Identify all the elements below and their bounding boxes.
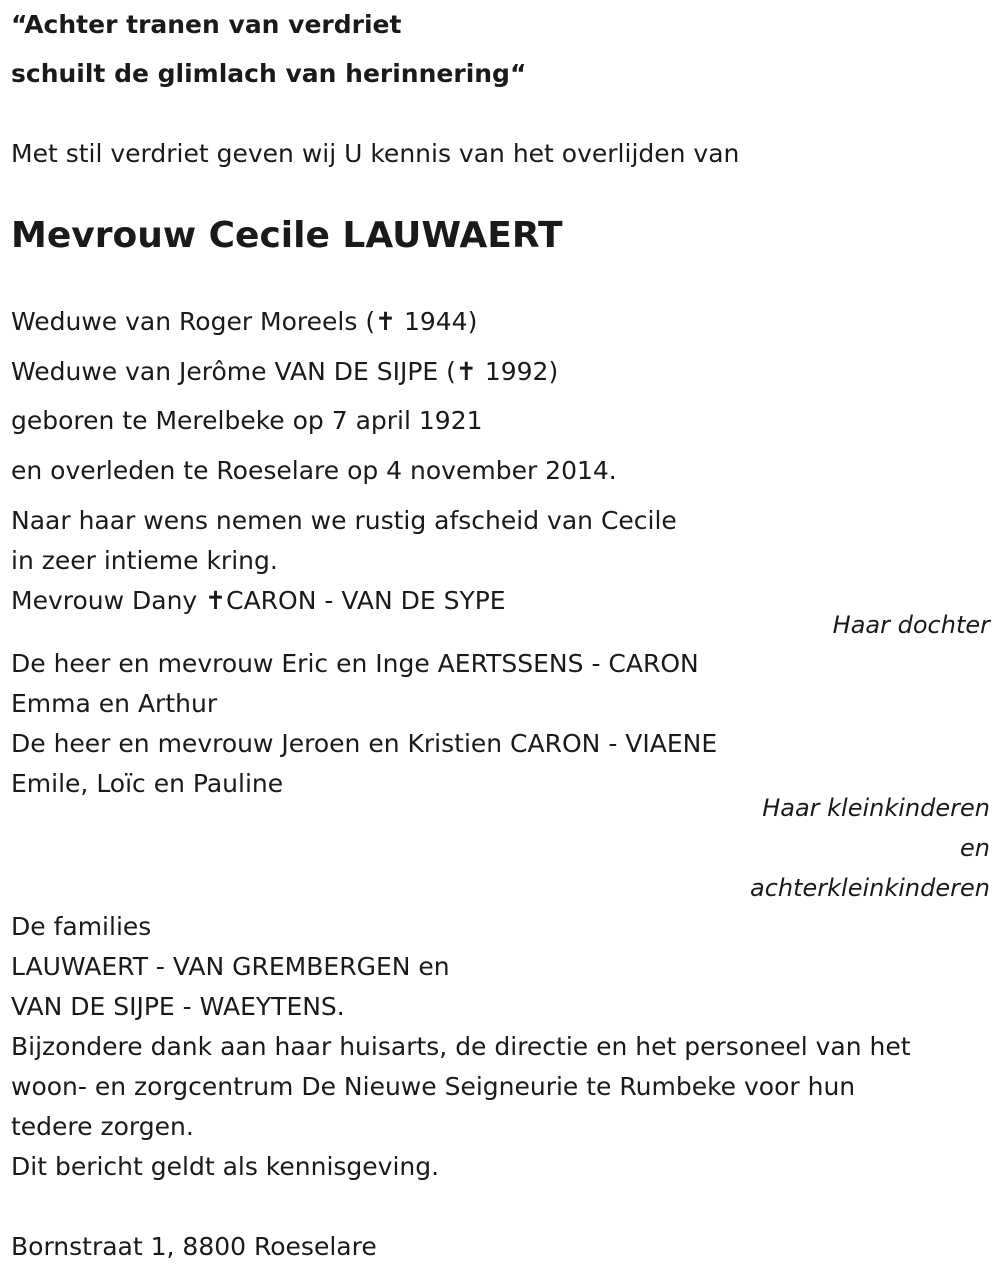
thanks-line-1: Bijzondere dank aan haar huisarts, de directie en het personeel van het bbox=[11, 1032, 911, 1061]
grandchildren-role-1: Haar kleinkinderen bbox=[762, 794, 990, 822]
birth-line: geboren te Merelbeke op 7 april 1921 bbox=[11, 406, 483, 435]
notice-text: Dit bericht geldt als kennisgeving. bbox=[11, 1152, 440, 1181]
grandchild-line-2: Emma en Arthur bbox=[11, 689, 218, 718]
families-line-3: VAN DE SIJPE - WAEYTENS. bbox=[11, 992, 345, 1021]
thanks-line-3: tedere zorgen. bbox=[11, 1112, 194, 1141]
wish-line-2: in zeer intieme kring. bbox=[11, 546, 278, 575]
quote-line-2: schuilt de glimlach van herinnering“ bbox=[11, 59, 527, 88]
deceased-name: Mevrouw Cecile LAUWAERT bbox=[11, 215, 563, 256]
death-line: en overleden te Roeselare op 4 november 2014. bbox=[11, 456, 617, 485]
families-line-1: De families bbox=[11, 912, 152, 941]
wish-line-1: Naar haar wens nemen we rustig afscheid van Cecile bbox=[11, 506, 677, 535]
grandchildren-role-2: en bbox=[960, 834, 990, 862]
thanks-line-2: woon- en zorgcentrum De Nieuwe Seigneurie te Rumbeke voor hun bbox=[11, 1072, 856, 1101]
address-text: Bornstraat 1, 8800 Roeselare bbox=[11, 1232, 377, 1261]
grandchild-line-3: De heer en mevrouw Jeroen en Kristien CARON - VIAENE bbox=[11, 729, 718, 758]
grandchild-line-4: Emile, Loïc en Pauline bbox=[11, 769, 284, 798]
widow-line-1: Weduwe van Roger Moreels (✝ 1944) bbox=[11, 307, 478, 336]
quote-line-1: “Achter tranen van verdriet bbox=[11, 10, 402, 39]
daughter-name: Mevrouw Dany ✝CARON - VAN DE SYPE bbox=[11, 586, 506, 615]
daughter-role: Haar dochter bbox=[832, 611, 990, 639]
grandchild-line-1: De heer en mevrouw Eric en Inge AERTSSENS - CARON bbox=[11, 649, 699, 678]
families-line-2: LAUWAERT - VAN GREMBERGEN en bbox=[11, 952, 450, 981]
widow-line-2: Weduwe van Jerôme VAN DE SIJPE (✝ 1992) bbox=[11, 357, 559, 386]
grandchildren-role-3: achterkleinkinderen bbox=[750, 874, 990, 902]
intro-text: Met stil verdriet geven wij U kennis van het overlijden van bbox=[11, 139, 740, 168]
